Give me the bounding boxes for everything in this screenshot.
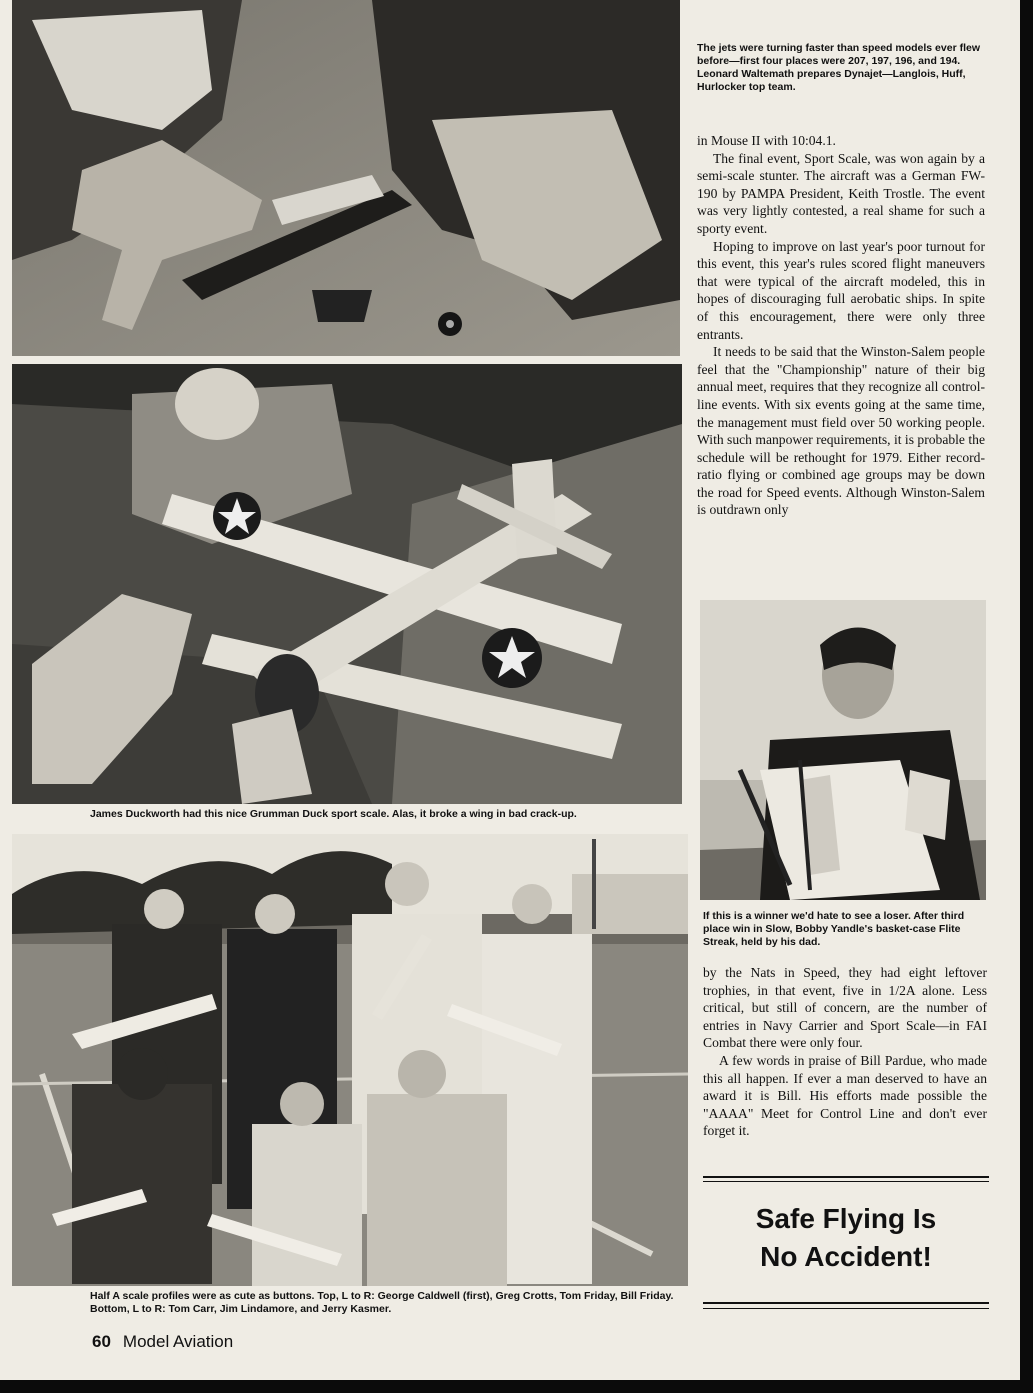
article-column-bottom	[703, 964, 987, 1140]
slogan-top-rule	[703, 1176, 989, 1178]
article-paragraph: The final event, Sport Scale, was won again by a semi-scale stunter. The aircraft was a German FW-190 by PAMPA President, Keith Trostle. The event was very lightly contested, a real shame for such a sporty event.	[697, 150, 985, 236]
slogan-line-2: No Accident!	[760, 1241, 932, 1272]
middle-photo-caption: James Duckworth had this nice Grumman Duck sport scale. Alas, it broke a wing in bad crack-up.	[90, 808, 577, 820]
slogan-bottom-rule	[703, 1302, 989, 1304]
bobby-yandle-father-photo	[700, 600, 986, 900]
article-column-top	[697, 132, 985, 519]
slogan-top-rule-thin	[703, 1181, 989, 1182]
article-paragraph: Hoping to improve on last year's poor turnout for this event, this year's rules scored flight maneuvers that were typical of the aircraft modeled, this in hopes of discouraging full aerobatic ships. In spite of this encouragement, there were only three entrants.	[697, 238, 985, 342]
page-number: 60	[92, 1332, 111, 1351]
article-paragraph: in Mouse II with 10:04.1.	[697, 133, 836, 148]
grumman-duck-photo	[12, 364, 682, 804]
right-photo-caption: If this is a winner we'd hate to see a loser. After third place win in Slow, Bobby Yandle's basket-case Flite Streak, held by his dad.	[703, 910, 965, 948]
half-a-scale-group-photo	[12, 834, 688, 1286]
article-paragraph: It needs to be said that the Winston-Salem people feel that the "Championship" nature of their big annual meet, requires that they recognize all control-line events. With six events going at the same time, the management must field over 50 working people. With such manpower requirements, it is probable the schedule will be rethought for 1979. Either record-ratio flying or combined age groups may be down the road for Speed events. Although Winston-Salem is outdrawn only	[697, 344, 985, 518]
page-folio	[92, 1332, 233, 1352]
jets-preparation-photo	[12, 0, 680, 356]
top-photo-caption: The jets were turning faster than speed models ever flew before—first four places were 207, 197, 196, and 194. Leonard Waltemath prepares Dynajet—Langlois, Huff, Hurlocker top team.	[697, 42, 980, 93]
slogan-bottom-rule-thin	[703, 1308, 989, 1309]
article-paragraph: A few words in praise of Bill Pardue, who made this all happen. If ever a man deserved to have an award it is Bill. His efforts made possible the "AAAA" Meet for Control Line and don't ever forget it.	[703, 1052, 987, 1139]
article-paragraph: by the Nats in Speed, they had eight leftover trophies, in that event, five in 1/2A alone. Less critical, but still of concern, are the number of entries in Navy Carrier and Sport Scale—in FAI Combat there were only four.	[703, 965, 987, 1051]
bottom-photo-caption: Half A scale profiles were as cute as buttons. Top, L to R: George Caldwell (first), Greg Crotts, Tom Friday, Bill Friday. Bottom, L to R: Tom Carr, Jim Lindamore, and Jerry Kasmer.	[90, 1290, 674, 1315]
slogan-line-1: Safe Flying Is	[755, 1203, 937, 1234]
safety-slogan	[703, 1200, 989, 1276]
magazine-name: Model Aviation	[122, 1332, 234, 1351]
